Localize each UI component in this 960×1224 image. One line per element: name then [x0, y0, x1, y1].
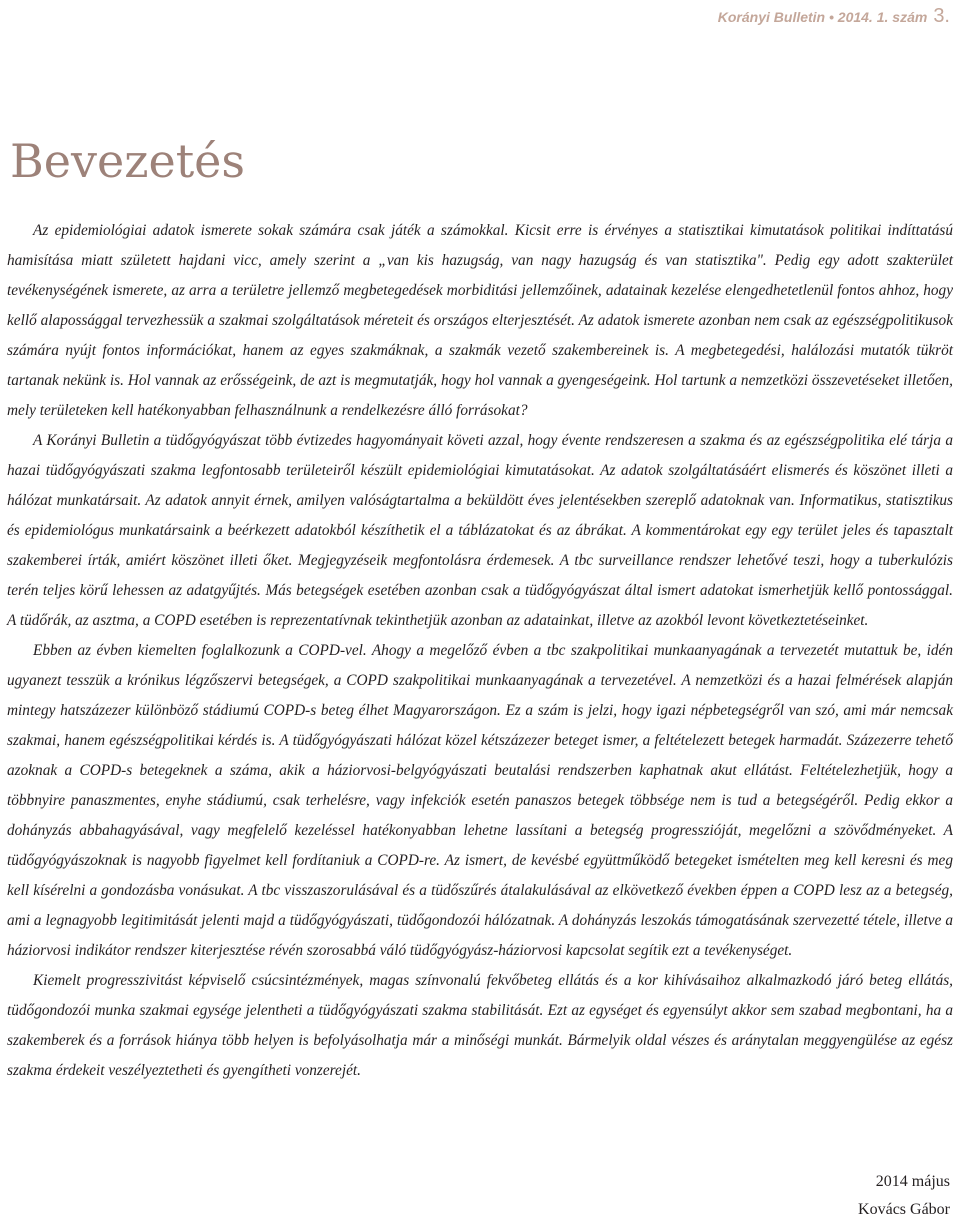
paragraph-1: Az epidemiológiai adatok ismerete sokak számára csak játék a számokkal. Kicsit erre is érvényes a statisztikai kimutatások politikai indíttatású hamisítása miatt született hajdani vicc, amely szerint a „van kis hazugság, van nagy hazugság és van statisztika". Pedig egy adott szakterület tevékenységének ismerete, az arra a területre jellemző megbetegedések morbiditási jellemzőinek, adatainak kezelése elengedhetetlenül fontos ahhoz, hogy kellő alapossággal tervezhessük a szakmai szolgáltatások méreteit és országos elterjesztését. Az adatok ismerete azonban nem csak az egészségpolitikusok számára nyújt fontos információkat, hanem az egyes szakmáknak, a szakmák vezető szakembereinek is. A megbetegedési, halálozási mutatók tükröt tartanak nekünk is. Hol vannak az erősségeink, de azt is megmutatják, hogy hol vannak a gyengeségeink. Hol tartunk a nemzetközi összevetéseket illetően, mely területeken kell hatékonyabban felhasználnunk a rendelkezésre álló forrásokat?: [7, 222, 953, 419]
article-body: [7, 216, 953, 1086]
paragraph-3: Ebben az évben kiemelten foglalkozunk a COPD-vel. Ahogy a megelőző évben a tbc szakpolitikai munkaanyagának a tervezetét mutattuk be, idén ugyanezt tesszük a krónikus légzőszervi betegségek, a COPD szakpolitikai munkaanyagának a tervezetével. A nemzetközi és a hazai felmérések alapján mintegy hatszázezer különböző stádiumú COPD-s beteg élhet Magyarországon. Ez a szám is jelzi, hogy igazi népbetegségről van szó, ami már nemcsak szakmai, hanem egészségpolitikai kérdés is. A tüdőgyógyászati hálózat közel kétszázezer beteget ismer, a feltételezett betegek harmadát. Százezerre tehető azoknak a COPD-s betegeknek a száma, akik a háziorvosi-belgyógyászati beutalási rendszerben kaphatnak akut ellátást. Feltételezhetjük, hogy a többnyire panaszmentes, enyhe stádiumú, csak terhelésre, vagy infekciók esetén panaszos betegek többsége nem is tud a betegségéről. Pedig ekkor a dohányzás abbahagyásával, vagy megfelelő kezeléssel hatékonyabban lehetne lassítani a betegség progresszióját, megelőzni a szövődményeket. A tüdőgyógyászoknak is nagyobb figyelmet kell fordítaniuk a COPD-re. Az ismert, de kevésbé együttműködő betegeket ismételten meg kell keresni és meg kell kísérelni a gondozásba vonásukat. A tbc visszaszorulásával és a tüdőszűrés átalakulásával az elkövetkező években éppen a COPD lesz az a betegség, ami a legnagyobb legitimitását jelenti majd a tüdőgyógyászati, tüdőgondozói hálózatnak. A dohányzás leszokás támogatásának szervezetté tétele, illetve a háziorvosi indikátor rendszer kiterjesztése révén szorosabbá váló tüdőgyógyász-háziorvosi kapcsolat segítik ezt a tevékenységet.: [7, 642, 953, 959]
paragraph-2: A Korányi Bulletin a tüdőgyógyászat több évtizedes hagyományait követi azzal, hogy évente rendszeresen a szakma és az egészségpolitika elé tárja a hazai tüdőgyógyászati szakma legfontosabb területeiről készült epidemiológiai kimutatásokat. Az adatok szolgáltatásáért elismerés és köszönet illeti a hálózat munkatársait. Az adatok annyit érnek, amilyen valóságtartalma a beküldött éves jelentésekben szereplő adatoknak van. Informatikus, statisztikus és epidemiológus munkatársaink a beérkezett adatokból készíthetik el a táblázatokat és az ábrákat. A kommentárokat egy egy terület jeles és tapasztalt szakemberei írták, amiért köszönet illeti őket. Megjegyzéseik megfontolásra érdemesek. A tbc surveillance rendszer lehetővé teszi, hogy a tuberkulózis terén teljes körű lehessen az adatgyűjtés. Más betegségek esetében azonban csak a tüdőgyógyászat által ismert adatokat ismerhetjük kellő pontossággal. A tüdőrák, az asztma, a COPD esetében is reprezentatívnak tekinthetjük azonban az adatainkat, illetve az azokból levont következtetéseinket.: [7, 432, 953, 629]
article-title: Bevezetés: [10, 134, 246, 188]
signature-date: 2014 május: [875, 1173, 950, 1190]
signature-author: Kovács Gábor: [858, 1201, 950, 1218]
signature-block: [858, 1168, 950, 1224]
running-title: Korányi Bulletin • 2014. 1. szám: [717, 9, 928, 25]
page-number: 3.: [933, 5, 950, 27]
paragraph-4: Kiemelt progresszivitást képviselő csúcsintézmények, magas színvonalú fekvőbeteg ellátás és a kor kihívásaihoz alkalmazkodó járó beteg ellátás, tüdőgondozói munka szakmai egysége jelentheti a tüdőgyógyászati szakma stabilitását. Ezt az egységet és egyensúlyt akkor sem szabad megbontani, ha a szakemberek és a források hiánya több helyen is befolyásolhatja már a minőségi munkát. Bármelyik oldal vészes és aránytalan meggyengülése az egész szakma érdekeit veszélyeztetheti és gyengítheti vonzerejét.: [7, 972, 953, 1079]
running-header: [718, 5, 950, 28]
